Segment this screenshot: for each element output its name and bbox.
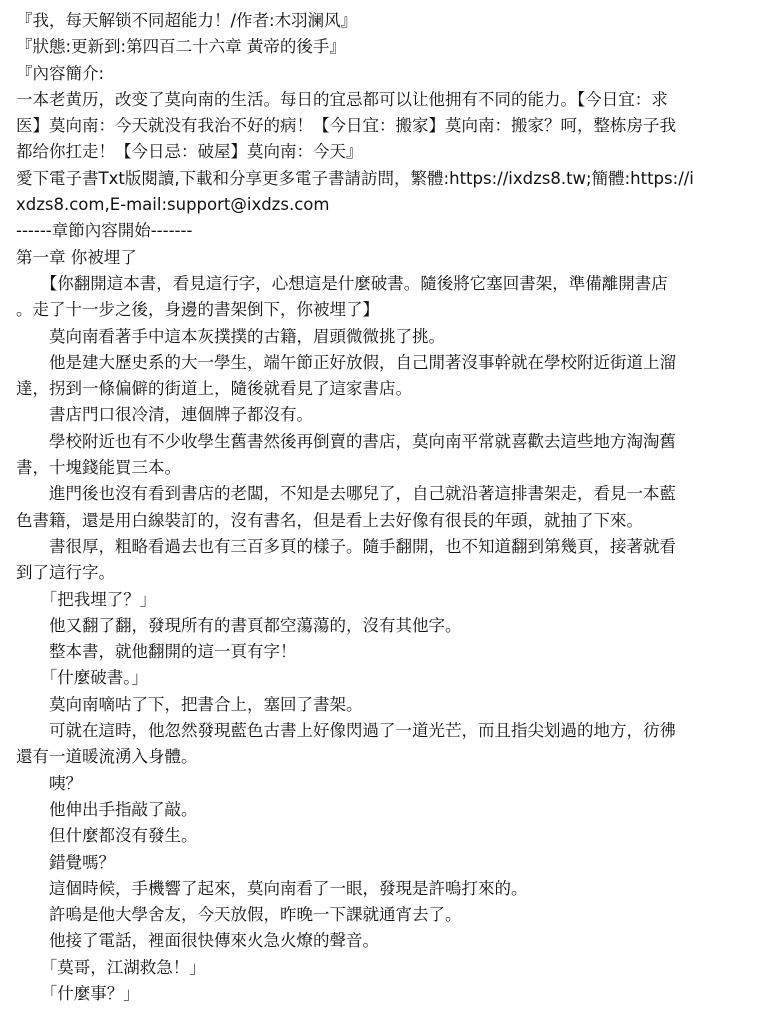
text-line: xdzs8.com,E-mail:support@ixdzs.com — [16, 195, 330, 215]
text-line: 都给你扛走！【今日忌：破屋】莫向南：今天』 — [16, 142, 363, 162]
text-line: 莫向南看著手中這本灰撲撲的古籍，眉頭微微挑了挑。 — [16, 326, 445, 346]
text-line: 色書籍，還是用白線裝訂的，沒有書名，但是看上去好像有很長的年頭，就抽了下來。 — [16, 510, 643, 530]
document-body — [16, 8, 752, 1007]
text-line: 整本書，就他翻開的這一頁有字！ — [16, 642, 297, 662]
text-line: 他是建大歷史系的大一學生，端午節正好放假，自己閒著沒事幹就在學校附近街道上溜 — [16, 352, 676, 372]
text-line: 他又翻了翻，發現所有的書頁都空蕩蕩的，沒有其他字。 — [16, 615, 462, 635]
text-line: 這個時候，手機響了起來，莫向南看了一眼，發現是許嗚打來的。 — [16, 878, 528, 898]
text-line: 許嗚是他大學舍友，今天放假，昨晚一下課就通宵去了。 — [16, 905, 462, 925]
text-line: 咦？ — [16, 773, 82, 793]
text-line: 書店門口很冷清，連個牌子都沒有。 — [16, 405, 313, 425]
text-line: 他接了電話，裡面很快傳來火急火燎的聲音。 — [16, 931, 379, 951]
text-line: 他伸出手指敲了敲。 — [16, 799, 198, 819]
text-line: 医】莫向南：今天就没有我治不好的病！【今日宜：搬家】莫向南：搬家？呵，整栋房子我 — [16, 116, 676, 136]
text-line: 『狀態:更新到:第四百二十六章 黃帝的後手』 — [16, 37, 346, 57]
text-line: 「什麼事？」 — [16, 983, 140, 1003]
text-line: 可就在這時，他忽然發現藍色古書上好像閃過了一道光芒，而且指尖划過的地方，彷彿 — [16, 721, 676, 741]
text-line: ------章節內容開始------- — [16, 221, 193, 241]
text-line: 『我，每天解锁不同超能力！/作者:木羽澜风』 — [16, 11, 358, 30]
text-line: 錯覺嗎？ — [16, 852, 115, 872]
text-line: 莫向南嘀咕了下，把書合上，塞回了書架。 — [16, 694, 363, 714]
text-line: 第一章 你被埋了 — [16, 247, 137, 267]
text-line: 。走了十一步之後，身邊的書架倒下，你被埋了】 — [16, 300, 379, 320]
text-line: 一本老黄历，改变了莫向南的生活。每日的宜忌都可以让他拥有不同的能力。【今日宜：求 — [16, 89, 668, 109]
text-line: 「什麼破書。」 — [16, 668, 148, 688]
text-line: 但什麼都沒有發生。 — [16, 826, 198, 846]
text-line: 「把我埋了？」 — [16, 589, 157, 609]
text-line: 還有一道暖流湧入身體。 — [16, 747, 198, 767]
text-line: 書很厚，粗略看過去也有三百多頁的樣子。隨手翻開，也不知道翻到第幾頁，接著就看 — [16, 536, 676, 556]
text-line: 愛下電子書Txt版閱讀,下載和分享更多電子書請訪問，繁體:https://ixdzs8.tw;簡體:https://i — [16, 168, 694, 188]
text-line: 到了這行字。 — [16, 563, 115, 583]
text-line: 【你翻開這本書，看見這行字，心想這是什麼破書。隨後將它塞回書架，準備離開書店 — [16, 273, 668, 293]
text-line: 書，十塊錢能買三本。 — [16, 458, 181, 478]
text-line: 學校附近也有不少收學生舊書然後再倒賣的書店，莫向南平常就喜歡去這些地方淘淘舊 — [16, 431, 676, 451]
text-line: 「莫哥，江湖救急！」 — [16, 957, 206, 977]
text-line: 進門後也沒有看到書店的老闆，不知是去哪兒了，自己就沿著這排書架走，看見一本藍 — [16, 484, 676, 504]
text-line: 達，拐到一條偏僻的街道上，隨後就看見了這家書店。 — [16, 379, 412, 399]
text-line: 『內容簡介: — [16, 63, 105, 83]
